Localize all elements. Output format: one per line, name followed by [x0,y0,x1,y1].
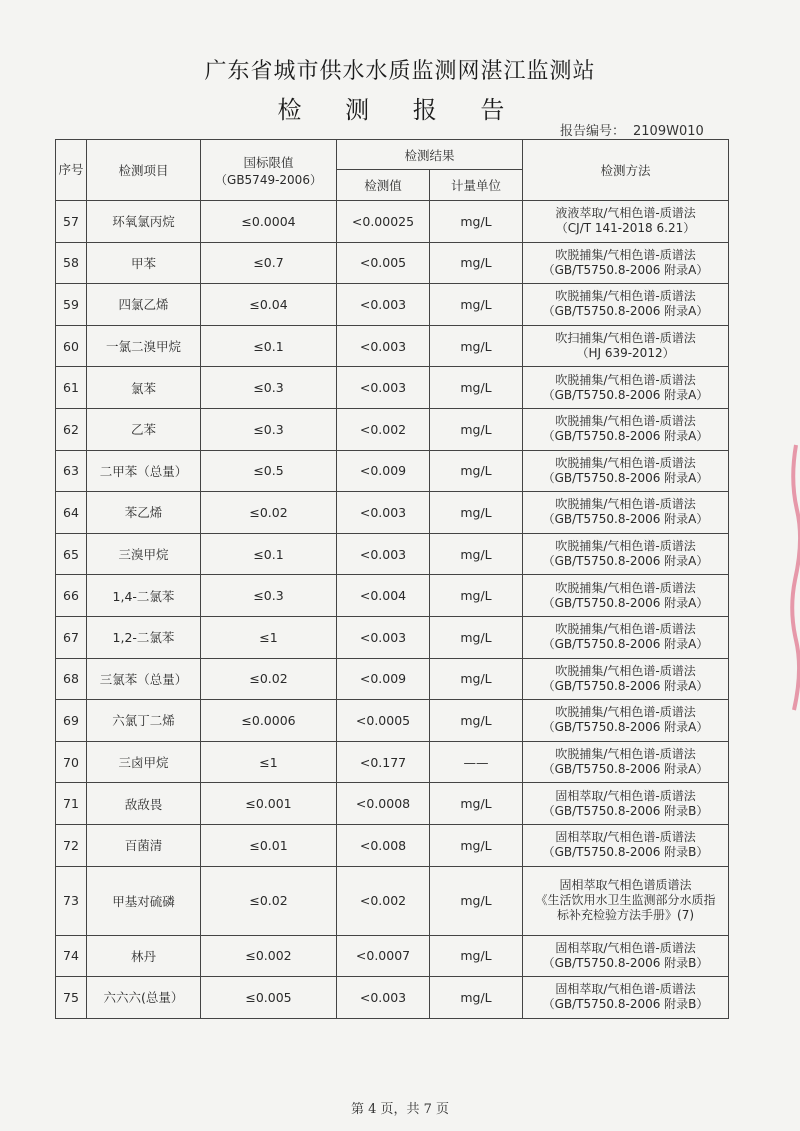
header-result-group: 检测结果 [337,140,523,170]
row-item: 六六六(总量） [87,977,201,1019]
row-number: 60 [56,325,87,367]
table-row [56,866,729,935]
row-method [523,284,729,326]
row-item: 三溴甲烷 [87,533,201,575]
row-unit: mg/L [430,284,523,326]
row-method-line: 液液萃取/气相色谱-质谱法 [555,206,696,221]
row-method-line: （GB/T5750.8-2006 附录A） [542,429,709,444]
row-method-line: （GB/T5750.8-2006 附录B） [542,997,709,1012]
row-item: 一氯二溴甲烷 [87,325,201,367]
row-item: 四氯乙烯 [87,284,201,326]
row-limit: ≤1 [201,741,337,783]
row-method-line: （CJ/T 141-2018 6.21） [555,221,696,236]
row-method-line: 固相萃取/气相色谱-质谱法 [555,982,696,997]
row-number: 64 [56,492,87,534]
row-number: 67 [56,616,87,658]
row-limit: ≤0.002 [201,935,337,977]
row-method-line: 吹脱捕集/气相色谱-质谱法 [555,663,696,678]
row-value: <0.005 [337,242,430,284]
table-row [56,783,729,825]
row-item: 二甲苯（总量） [87,450,201,492]
table-row [56,284,729,326]
row-method-line: （GB/T5750.8-2006 附录A） [542,595,709,610]
row-item: 1,4-二氯苯 [87,575,201,617]
row-value: <0.003 [337,367,430,409]
header-limit-standard: （GB5749-2006） [215,172,322,187]
table-row [56,741,729,783]
row-limit: ≤0.02 [201,866,337,935]
row-method-line: （GB/T5750.8-2006 附录B） [542,955,709,970]
row-number: 71 [56,783,87,825]
row-method [523,201,729,243]
row-limit: ≤0.02 [201,658,337,700]
row-number: 75 [56,977,87,1019]
table-row [56,977,729,1019]
row-method-line: （GB/T5750.8-2006 附录A） [542,262,709,277]
row-method-line: 固相萃取/气相色谱-质谱法 [555,788,696,803]
report-number-label: 报告编号： [560,124,626,139]
table-row [56,201,729,243]
header-limit [201,140,337,201]
seal-edge-mark [786,440,800,720]
row-number: 59 [56,284,87,326]
row-item: 三卤甲烷 [87,741,201,783]
row-value: <0.009 [337,450,430,492]
table-row [56,325,729,367]
row-method [523,533,729,575]
row-method [523,242,729,284]
row-method-line: 吹脱捕集/气相色谱-质谱法 [555,539,696,554]
report-number-value: 2109W010 [633,124,704,139]
row-method-line: 吹扫捕集/气相色谱-质谱法 [555,331,696,346]
row-method [523,450,729,492]
table-row [56,616,729,658]
row-number: 74 [56,935,87,977]
row-number: 69 [56,700,87,742]
row-method-line: （GB/T5750.8-2006 附录A） [542,554,709,569]
row-number: 61 [56,367,87,409]
row-value: <0.003 [337,492,430,534]
table-row [56,408,729,450]
row-method [523,977,729,1019]
row-method-line: （GB/T5750.8-2006 附录A） [542,720,709,735]
row-method-line: （GB/T5750.8-2006 附录A） [542,387,709,402]
row-method [523,700,729,742]
row-item: 甲基对硫磷 [87,866,201,935]
row-limit: ≤0.3 [201,575,337,617]
row-unit: mg/L [430,658,523,700]
row-method-line: 标补充检验方法手册》(7) [557,908,695,922]
row-item: 1,2-二氯苯 [87,616,201,658]
row-method-line: 固相萃取/气相色谱-质谱法 [555,830,696,845]
row-method-line: （GB/T5750.8-2006 附录A） [542,304,709,319]
row-method-line: 吹脱捕集/气相色谱-质谱法 [555,580,696,595]
row-method [523,741,729,783]
row-method [523,935,729,977]
row-number: 63 [56,450,87,492]
row-unit: mg/L [430,492,523,534]
row-unit: —— [430,741,523,783]
row-method [523,325,729,367]
row-method [523,616,729,658]
row-limit: ≤0.01 [201,824,337,866]
row-number: 66 [56,575,87,617]
header-value: 检测值 [337,170,430,201]
row-item: 林丹 [87,935,201,977]
row-method-line: 吹脱捕集/气相色谱-质谱法 [555,705,696,720]
row-item: 三氯苯（总量） [87,658,201,700]
row-unit: mg/L [430,700,523,742]
row-item: 乙苯 [87,408,201,450]
row-method-line: 吹脱捕集/气相色谱-质谱法 [555,289,696,304]
row-method [523,658,729,700]
row-limit: ≤0.5 [201,450,337,492]
row-number: 68 [56,658,87,700]
row-unit: mg/L [430,783,523,825]
row-limit: ≤0.04 [201,284,337,326]
row-item: 环氧氯丙烷 [87,201,201,243]
row-value: <0.177 [337,741,430,783]
row-item: 氯苯 [87,367,201,409]
row-unit: mg/L [430,408,523,450]
table-row [56,533,729,575]
row-method-line: （GB/T5750.8-2006 附录A） [542,637,709,652]
table-row [56,700,729,742]
row-method-line: （HJ 639-2012） [576,346,675,361]
row-method-line: 吹脱捕集/气相色谱-质谱法 [555,247,696,262]
row-value: <0.0008 [337,783,430,825]
row-limit: ≤0.005 [201,977,337,1019]
row-method [523,367,729,409]
row-unit: mg/L [430,325,523,367]
report-title: 检 测 报 告 [277,96,523,124]
row-unit: mg/L [430,935,523,977]
row-limit: ≤0.1 [201,325,337,367]
row-unit: mg/L [430,450,523,492]
row-unit: mg/L [430,575,523,617]
header-limit-label: 国标限值 [243,154,294,170]
header-unit: 计量单位 [430,170,523,201]
row-value: <0.002 [337,866,430,935]
row-method [523,492,729,534]
table-row [56,492,729,534]
row-item: 六氯丁二烯 [87,700,201,742]
table-row [56,242,729,284]
row-method-line: 吹脱捕集/气相色谱-质谱法 [555,372,696,387]
header-method: 检测方法 [523,140,729,201]
row-method-line: 吹脱捕集/气相色谱-质谱法 [555,622,696,637]
row-value: <0.002 [337,408,430,450]
row-method [523,824,729,866]
row-limit: ≤0.02 [201,492,337,534]
header-seq: 序号 [56,140,87,201]
row-value: <0.008 [337,824,430,866]
row-unit: mg/L [430,367,523,409]
row-value: <0.0007 [337,935,430,977]
row-method-line: （GB/T5750.8-2006 附录A） [542,678,709,693]
row-limit: ≤0.001 [201,783,337,825]
table-row [56,935,729,977]
organization-title: 广东省城市供水水质监测网湛江监测站 [204,59,596,84]
row-value: <0.003 [337,325,430,367]
row-method-line: 吹脱捕集/气相色谱-质谱法 [555,414,696,429]
row-number: 62 [56,408,87,450]
row-method-line: （GB/T5750.8-2006 附录A） [542,762,709,777]
row-value: <0.003 [337,533,430,575]
row-unit: mg/L [430,824,523,866]
row-number: 58 [56,242,87,284]
row-unit: mg/L [430,242,523,284]
row-limit: ≤0.3 [201,408,337,450]
row-method-line: 固相萃取/气相色谱-质谱法 [555,940,696,955]
table-row [56,450,729,492]
row-unit: mg/L [430,533,523,575]
row-number: 73 [56,866,87,935]
row-limit: ≤0.7 [201,242,337,284]
row-method-line: 吹脱捕集/气相色谱-质谱法 [555,747,696,762]
row-unit: mg/L [430,201,523,243]
row-unit: mg/L [430,616,523,658]
row-method [523,575,729,617]
row-unit: mg/L [430,977,523,1019]
row-value: <0.003 [337,284,430,326]
row-value: <0.00025 [337,201,430,243]
row-number: 57 [56,201,87,243]
row-item: 敌敌畏 [87,783,201,825]
header-item: 检测项目 [87,140,201,201]
row-item: 甲苯 [87,242,201,284]
row-method-line: 吹脱捕集/气相色谱-质谱法 [555,455,696,470]
row-limit: ≤0.3 [201,367,337,409]
row-method-line: （GB/T5750.8-2006 附录A） [542,512,709,527]
row-value: <0.004 [337,575,430,617]
row-number: 65 [56,533,87,575]
row-method-line: （GB/T5750.8-2006 附录B） [542,803,709,818]
page-footer: 第 4 页，共 7 页 [350,1102,450,1117]
row-limit: ≤0.0004 [201,201,337,243]
row-value: <0.003 [337,616,430,658]
row-unit: mg/L [430,866,523,935]
row-value: <0.009 [337,658,430,700]
row-method-line: 吹脱捕集/气相色谱-质谱法 [555,497,696,512]
row-method [523,408,729,450]
table-row [56,824,729,866]
row-method-line: （GB/T5750.8-2006 附录A） [542,470,709,485]
table-row [56,658,729,700]
row-limit: ≤0.0006 [201,700,337,742]
row-limit: ≤1 [201,616,337,658]
row-method-line: （GB/T5750.8-2006 附录B） [542,845,709,860]
results-table-body [56,201,729,1019]
row-method [523,783,729,825]
row-method-line: 固相萃取气相色谱质谱法 [559,878,692,892]
row-method [523,866,729,935]
row-number: 70 [56,741,87,783]
table-row [56,367,729,409]
row-value: <0.0005 [337,700,430,742]
row-value: <0.003 [337,977,430,1019]
table-row [56,575,729,617]
row-number: 72 [56,824,87,866]
results-table [55,139,729,1019]
report-number [560,120,704,139]
row-item: 苯乙烯 [87,492,201,534]
row-method-line: 《生活饮用水卫生监测部分水质指 [535,893,716,907]
row-item: 百菌清 [87,824,201,866]
row-limit: ≤0.1 [201,533,337,575]
